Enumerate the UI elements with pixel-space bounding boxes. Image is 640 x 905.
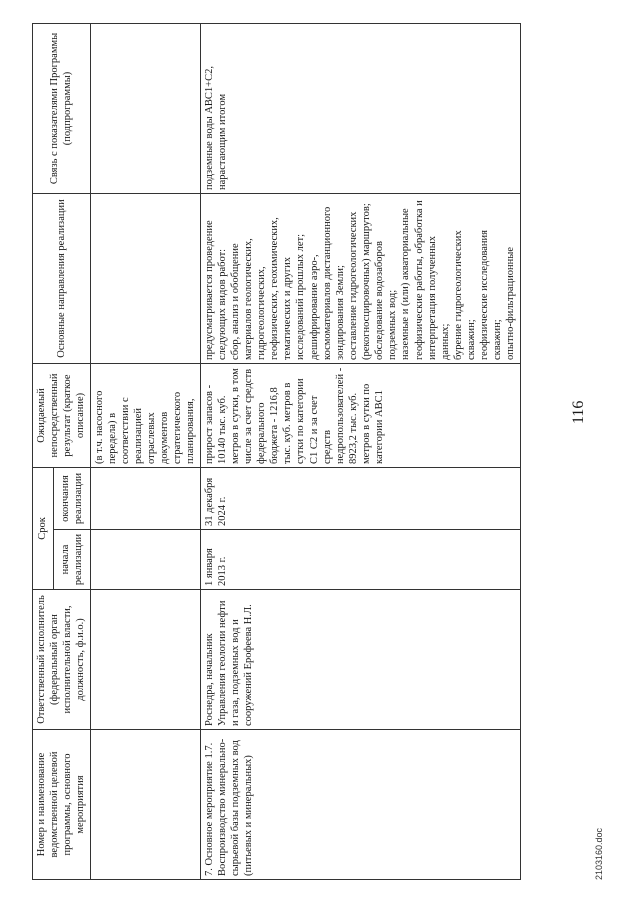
table-row-continuation <box>90 23 200 879</box>
cell-empty <box>90 467 200 529</box>
header-result: Ожидаемый непосредственный результат (краткое описание) <box>33 363 91 467</box>
cell-end-date: 31 декабря 2024 г. <box>200 467 520 529</box>
cell-continuation-result: (в т.ч. насосного передела) в соответствии с реализацией отраслевых документов стратегического планирования, <box>90 363 200 467</box>
page-number: 116 <box>570 400 587 424</box>
footer-filename: 2103160.doc <box>594 827 604 880</box>
header-start: начала реализации <box>54 530 90 590</box>
header-srok: Срок <box>33 467 54 589</box>
header-link: Связь с показателями Программы (подпрограммы) <box>33 23 91 193</box>
rotated-sheet <box>20 12 620 892</box>
program-table <box>32 23 521 880</box>
cell-executor: Роснедра, начальник Управления геологии нефти и газа, подземных вод и сооружений Ерофеева Н.Л. <box>200 590 520 730</box>
cell-empty <box>90 730 200 880</box>
cell-directions: предусматривается проведение следующих видов работ: сбор, анализ и обобщение материалов геологических, гидрогеологических, геофизических, геохимических, тематических и других исследований прошлых лет; дешифрирование аэро-, космоматериалов дистанционного зондирования Земли; составление гидрогеологических (рекогносцировочных) маршрутов; обследование водозаборов подземных вод; наземные и (или) акваториальные геофизические работы, обработка и интерпретация полученных данных; бурение гидрогеологических скважин; геофизические исследования скважин; опытно-фильтрационные <box>200 193 520 363</box>
header-executor: Ответственный исполнитель (федеральный орган исполнительной власти, должность, ф.и.о.) <box>33 590 91 730</box>
header-directions: Основные направления реализации <box>33 193 91 363</box>
cell-empty <box>90 590 200 730</box>
cell-empty <box>90 530 200 590</box>
header-number-name: Номер и наименование ведомственной целевой программы, основного мероприятия <box>33 730 91 880</box>
cell-link: подземные воды АВС1+С2, нарастающим итогом <box>200 23 520 193</box>
cell-empty <box>90 23 200 193</box>
cell-program-name <box>200 730 520 880</box>
row-number: 7. <box>203 868 215 876</box>
cell-start-date: 1 января 2013 г. <box>200 530 520 590</box>
table-row <box>200 23 520 879</box>
header-row <box>33 23 54 879</box>
cell-empty <box>90 193 200 363</box>
cell-result: прирост запасов - 10140 тыс. куб. метров в сутки, в том числе за счет средств федерального бюджета - 1216,8 тыс. куб. метров в сутки по категории С1 С2 и за счет средств недропользователей - 8923,2 тыс. куб. метров в сутки по категории АВС1 <box>200 363 520 467</box>
row-name: Основное мероприятие 1.7. Воспроизводство минерально-сырьевой базы подземных вод (питьевых и минеральных) <box>203 738 254 876</box>
header-end: окончания реализации <box>54 467 90 529</box>
